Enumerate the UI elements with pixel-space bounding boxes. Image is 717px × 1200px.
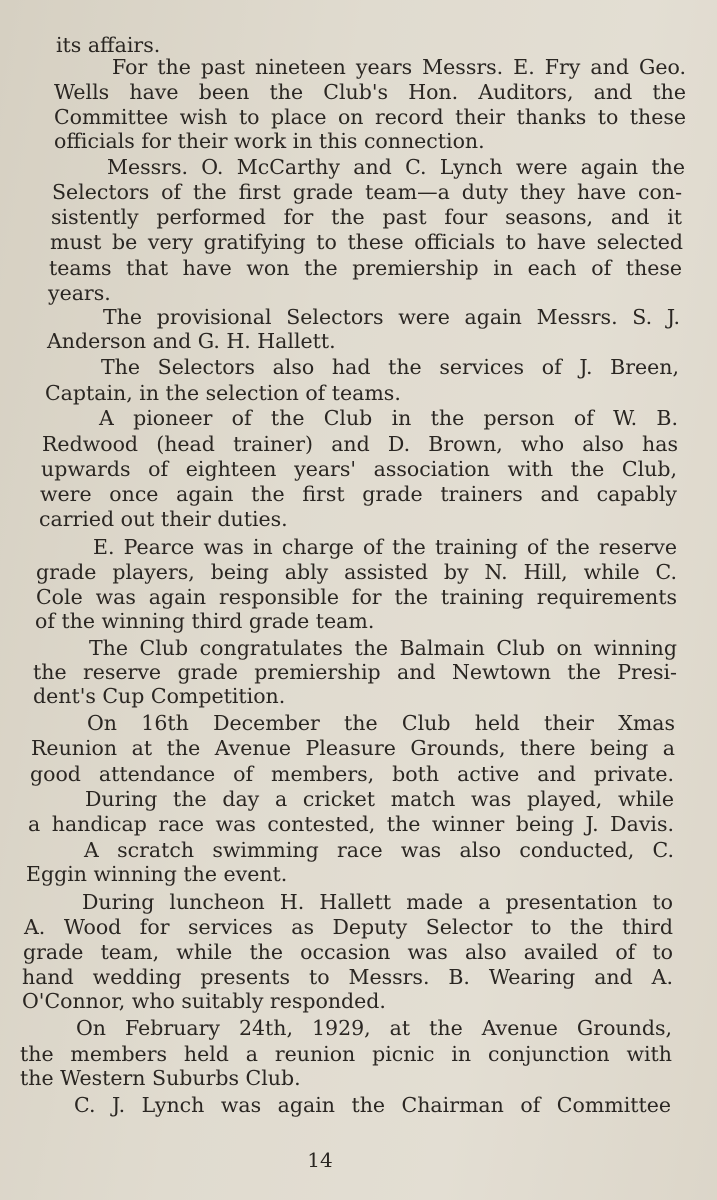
text-line: E. Pearce was in charge of the training of the reserve [93,535,677,559]
text-line: years. [48,281,111,305]
text-line: were once again the first grade trainers and capably [40,482,677,506]
text-line: Eggin winning the event. [26,862,288,886]
text-line: Cole was again responsible for the training requirements [36,585,677,609]
text-line: The Selectors also had the services of J. Breen, [101,355,679,379]
text-line: sistently performed for the past four seasons, and it [51,205,682,229]
text-line: the reserve grade premiership and Newtown the Presi- [33,660,677,684]
text-line: upwards of eighteen years' association with the Club, [41,457,677,481]
text-line: For the past nineteen years Messrs. E. Fry and Geo. [112,55,686,79]
text-line: C. J. Lynch was again the Chairman of Committee [74,1093,671,1117]
text-line: On 16th December the Club held their Xmas [87,711,675,735]
text-line: Messrs. O. McCarthy and C. Lynch were again the [107,155,685,179]
text-line: A scratch swimming race was also conducted, C. [84,838,674,862]
text-line: O'Connor, who suitably responded. [22,989,386,1013]
text-line: the Western Suburbs Club. [20,1066,301,1090]
text-line: During luncheon H. Hallett made a presentation to [82,890,673,914]
text-line: Redwood (head trainer) and D. Brown, who also has [42,432,678,456]
text-line: On February 24th, 1929, at the Avenue Grounds, [76,1016,672,1040]
text-line: must be very gratifying to these officials to have selected [50,230,683,254]
text-line: Anderson and G. H. Hallett. [47,329,336,353]
text-line: The Club congratulates the Balmain Club on winning [89,636,677,660]
page-number: 14 [307,1148,333,1172]
text-line: grade team, while the occasion was also availed of to [23,940,673,964]
text-line: Wells have been the Club's Hon. Auditors, and the [54,80,686,104]
text-line: good attendance of members, both active and private. [30,762,674,786]
text-line: A. Wood for services as Deputy Selector to the third [24,915,673,939]
text-line: the members held a reunion picnic in conjunction with [20,1042,672,1066]
text-line: teams that have won the premiership in each of these [49,256,682,280]
text-line: carried out their duties. [39,507,288,531]
text-line: hand wedding presents to Messrs. B. Wearing and A. [22,965,673,989]
text-line: its affairs. [56,33,161,57]
text-line: a handicap race was contested, the winner being J. Davis. [28,812,674,836]
text-line: Captain, in the selection of teams. [45,381,401,405]
text-line: Committee wish to place on record their thanks to these [54,105,686,129]
text-line: Reunion at the Avenue Pleasure Grounds, there being a [31,736,675,760]
text-line: During the day a cricket match was played, while [85,787,674,811]
text-line: A pioneer of the Club in the person of W. B. [99,406,678,430]
text-line: The provisional Selectors were again Messrs. S. J. [103,305,680,329]
text-line: dent's Cup Competition. [33,684,286,708]
text-line: Selectors of the first grade team—a duty they have con- [52,180,682,204]
text-line: grade players, being ably assisted by N. Hill, while C. [36,560,677,584]
text-line: officials for their work in this connection. [54,129,485,153]
text-line: of the winning third grade team. [35,609,375,633]
